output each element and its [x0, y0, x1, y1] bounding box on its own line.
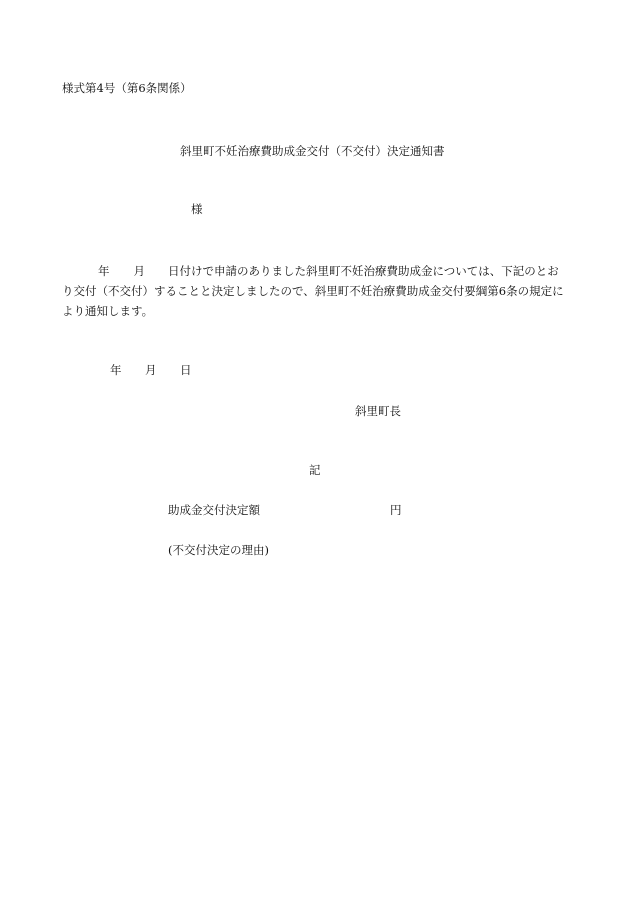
body-month-label: 月 — [133, 264, 145, 278]
body-line3: より通知します。 — [62, 304, 154, 318]
addressee-suffix: 様 — [191, 202, 203, 216]
form-number: 様式第4号（第6条関係） — [62, 81, 192, 95]
date-day-label: 日 — [180, 363, 192, 377]
body-year-label: 年 — [98, 264, 110, 278]
body-line1: 日付けで申請のありました斜里町不妊治療費助成金については、下記のとお — [168, 264, 559, 278]
amount-unit: 円 — [390, 503, 402, 517]
date-month-label: 月 — [145, 363, 157, 377]
ki-heading: 記 — [309, 463, 321, 477]
amount-label: 助成金交付決定額 — [168, 503, 260, 517]
document-title: 斜里町不妊治療費助成金交付（不交付）決定通知書 — [180, 144, 445, 158]
date-year-label: 年 — [110, 363, 122, 377]
reason-label: (不交付決定の理由) — [168, 543, 269, 557]
body-paragraph — [62, 261, 570, 321]
body-line2: り交付（不交付）することと決定しましたので、斜里町不妊治療費助成金交付要綱第6条の規定に — [62, 284, 564, 298]
issuer: 斜里町長 — [355, 404, 401, 418]
